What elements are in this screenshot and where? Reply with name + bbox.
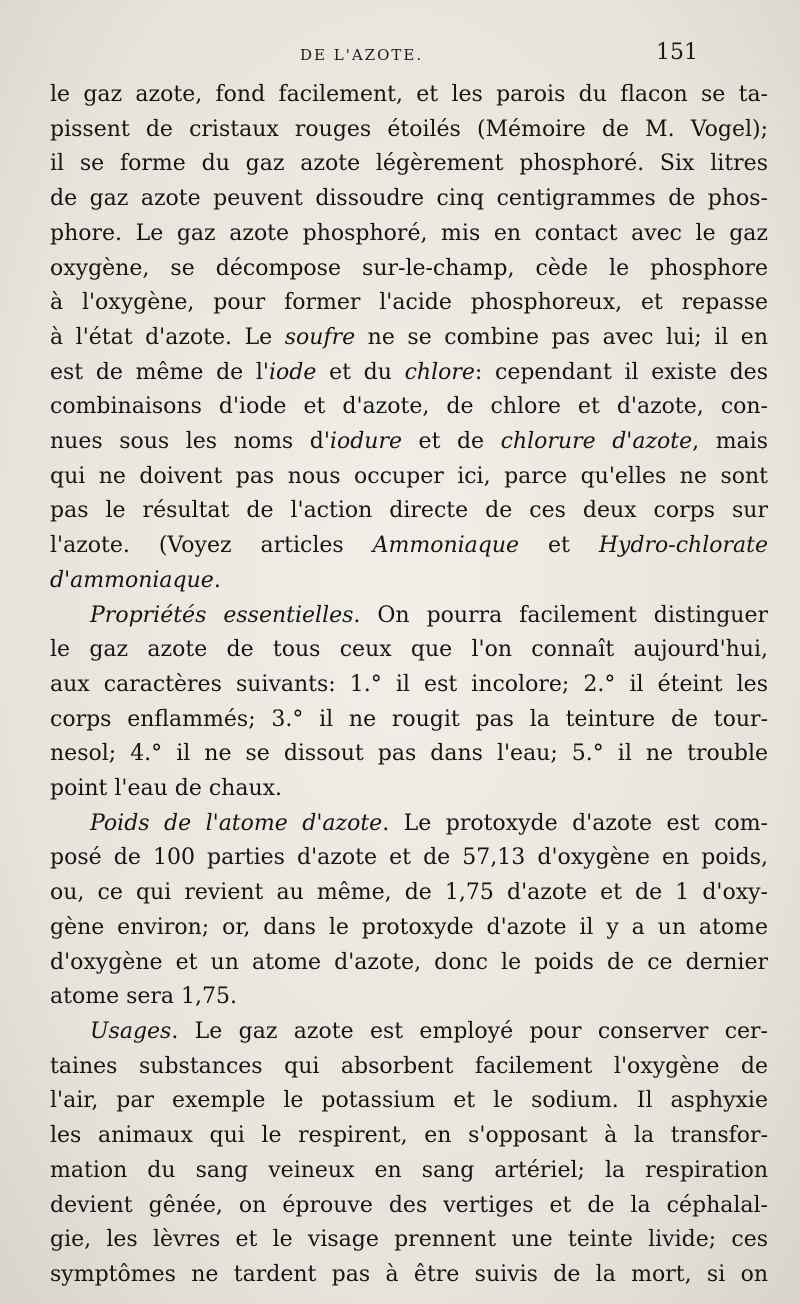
text-line xyxy=(50,946,768,981)
text-run: posé de 100 parties d'azote et de 57,13 d'oxygène en poids, xyxy=(50,845,768,871)
text-line xyxy=(50,321,768,356)
text-line xyxy=(50,1050,768,1085)
text-run: . xyxy=(213,567,221,593)
text-run: taines substances qui absorbent facilement l'oxygène de xyxy=(50,1053,768,1079)
text-run: gie, les lèvres et le visage prennent une teinte livide; ces xyxy=(50,1227,768,1253)
text-line xyxy=(50,390,768,425)
text-run: . Le protoxyde d'azote est com- xyxy=(382,810,768,836)
text-run: corps enflammés; 3.° il ne rougit pas la teinture de tour- xyxy=(50,706,768,732)
text-line xyxy=(50,633,768,668)
text-run: . Le gaz azote est employé pour conserver cer- xyxy=(171,1018,768,1044)
italic-text: Propriétés essentielles xyxy=(90,602,354,628)
italic-text: Poids de l'atome d'azote xyxy=(90,810,383,836)
text-run: d'oxygène et un atome d'azote, donc le poids de ce dernier xyxy=(50,949,768,975)
running-head: DE L'AZOTE. xyxy=(300,46,424,64)
text-line xyxy=(50,599,768,634)
text-run: de gaz azote peuvent dissoudre cinq centigrammes de phos- xyxy=(50,186,768,212)
text-line xyxy=(50,460,768,495)
text-run: , mais xyxy=(692,429,768,455)
text-line xyxy=(50,1258,768,1293)
text-line xyxy=(50,876,768,911)
text-run: ou, ce qui revient au même, de 1,75 d'azote et de 1 d'oxy- xyxy=(50,880,768,906)
text-line xyxy=(50,252,768,287)
text-run: aux caractères suivants: 1.° il est incolore; 2.° il éteint les xyxy=(50,671,768,697)
text-line xyxy=(50,356,768,391)
text-line xyxy=(50,425,768,460)
text-line xyxy=(50,1084,768,1119)
text-line xyxy=(50,78,768,113)
text-line xyxy=(50,1119,768,1154)
text-run: mation du sang veineux en sang artériel; la respiration xyxy=(50,1157,768,1183)
text-run: . On pourra facilement distinguer xyxy=(353,602,768,628)
text-line xyxy=(50,1015,768,1050)
text-line xyxy=(50,564,768,599)
text-line xyxy=(50,529,768,564)
text-run: symptômes ne tardent pas à être suivis de la mort, si on xyxy=(50,1261,768,1287)
text-line xyxy=(50,113,768,148)
text-run: et de xyxy=(402,429,501,455)
text-line xyxy=(50,217,768,252)
text-run: phore. Le gaz azote phosphoré, mis en contact avec le gaz xyxy=(50,220,768,246)
text-run: à l'oxygène, pour former l'acide phosphoreux, et repasse xyxy=(50,290,768,316)
text-line xyxy=(50,980,768,1015)
text-run: l'azote. (Voyez articles xyxy=(50,533,373,559)
text-run: nesol; 4.° il ne se dissout pas dans l'eau; 5.° il ne trouble xyxy=(50,741,768,767)
text-line xyxy=(50,807,768,842)
text-run: : cependant il existe des xyxy=(474,359,768,385)
text-run: combinaisons d'iode et d'azote, de chlore et d'azote, con- xyxy=(50,394,768,420)
text-run: pissent de cristaux rouges étoilés (Mémoire de M. Vogel); xyxy=(50,116,768,142)
text-run: le gaz azote de tous ceux que l'on connaît aujourd'hui, xyxy=(50,637,768,663)
text-line xyxy=(50,147,768,182)
text-run: à l'état d'azote. Le xyxy=(50,324,285,350)
italic-text: soufre xyxy=(284,324,356,350)
text-line xyxy=(50,911,768,946)
text-run: nues sous les noms d' xyxy=(50,429,330,455)
text-run: pas le résultat de l'action directe de ces deux corps sur xyxy=(50,498,768,524)
text-run: est de même de l' xyxy=(50,359,269,385)
italic-text: Ammoniaque xyxy=(372,533,520,559)
text-line xyxy=(50,772,768,807)
italic-text: Usages xyxy=(90,1018,172,1044)
body-text xyxy=(50,78,768,1293)
italic-text: iodure xyxy=(329,429,402,455)
text-line xyxy=(50,737,768,772)
text-line xyxy=(50,182,768,217)
italic-text: Hydro-chlorate xyxy=(598,533,768,559)
text-run: devient gênée, on éprouve des vertiges et de la céphalal- xyxy=(50,1192,768,1218)
italic-text: d'ammoniaque xyxy=(50,567,214,593)
text-line xyxy=(50,1223,768,1258)
text-run: gène environ; or, dans le protoxyde d'azote il y a un atome xyxy=(50,914,768,940)
text-line xyxy=(50,1154,768,1189)
text-run: les animaux qui le respirent, en s'opposant à la transfor- xyxy=(50,1123,768,1149)
text-line xyxy=(50,703,768,738)
text-run: l'air, par exemple le potassium et le sodium. Il asphyxie xyxy=(50,1088,768,1114)
text-line xyxy=(50,841,768,876)
italic-text: chlorure d'azote xyxy=(500,429,693,455)
text-run: le gaz azote, fond facilement, et les parois du flacon se ta- xyxy=(50,82,768,107)
page-header xyxy=(0,40,800,76)
text-run: oxygène, se décompose sur-le-champ, cède le phosphore xyxy=(50,255,768,281)
text-run: et du xyxy=(316,359,405,385)
text-run: et xyxy=(519,533,599,559)
text-run: qui ne doivent pas nous occuper ici, parce qu'elles ne sont xyxy=(50,463,768,489)
text-run: point l'eau de chaux. xyxy=(50,776,283,802)
text-run: il se forme du gaz azote légèrement phosphoré. Six litres xyxy=(50,151,768,177)
page-number: 151 xyxy=(656,40,698,65)
text-run: ne se combine pas avec lui; il en xyxy=(355,324,768,350)
text-line xyxy=(50,286,768,321)
italic-text: iode xyxy=(268,359,317,385)
text-line xyxy=(50,1189,768,1224)
text-run: atome sera 1,75. xyxy=(50,984,237,1010)
text-line xyxy=(50,668,768,703)
italic-text: chlore xyxy=(404,359,475,385)
text-line xyxy=(50,494,768,529)
